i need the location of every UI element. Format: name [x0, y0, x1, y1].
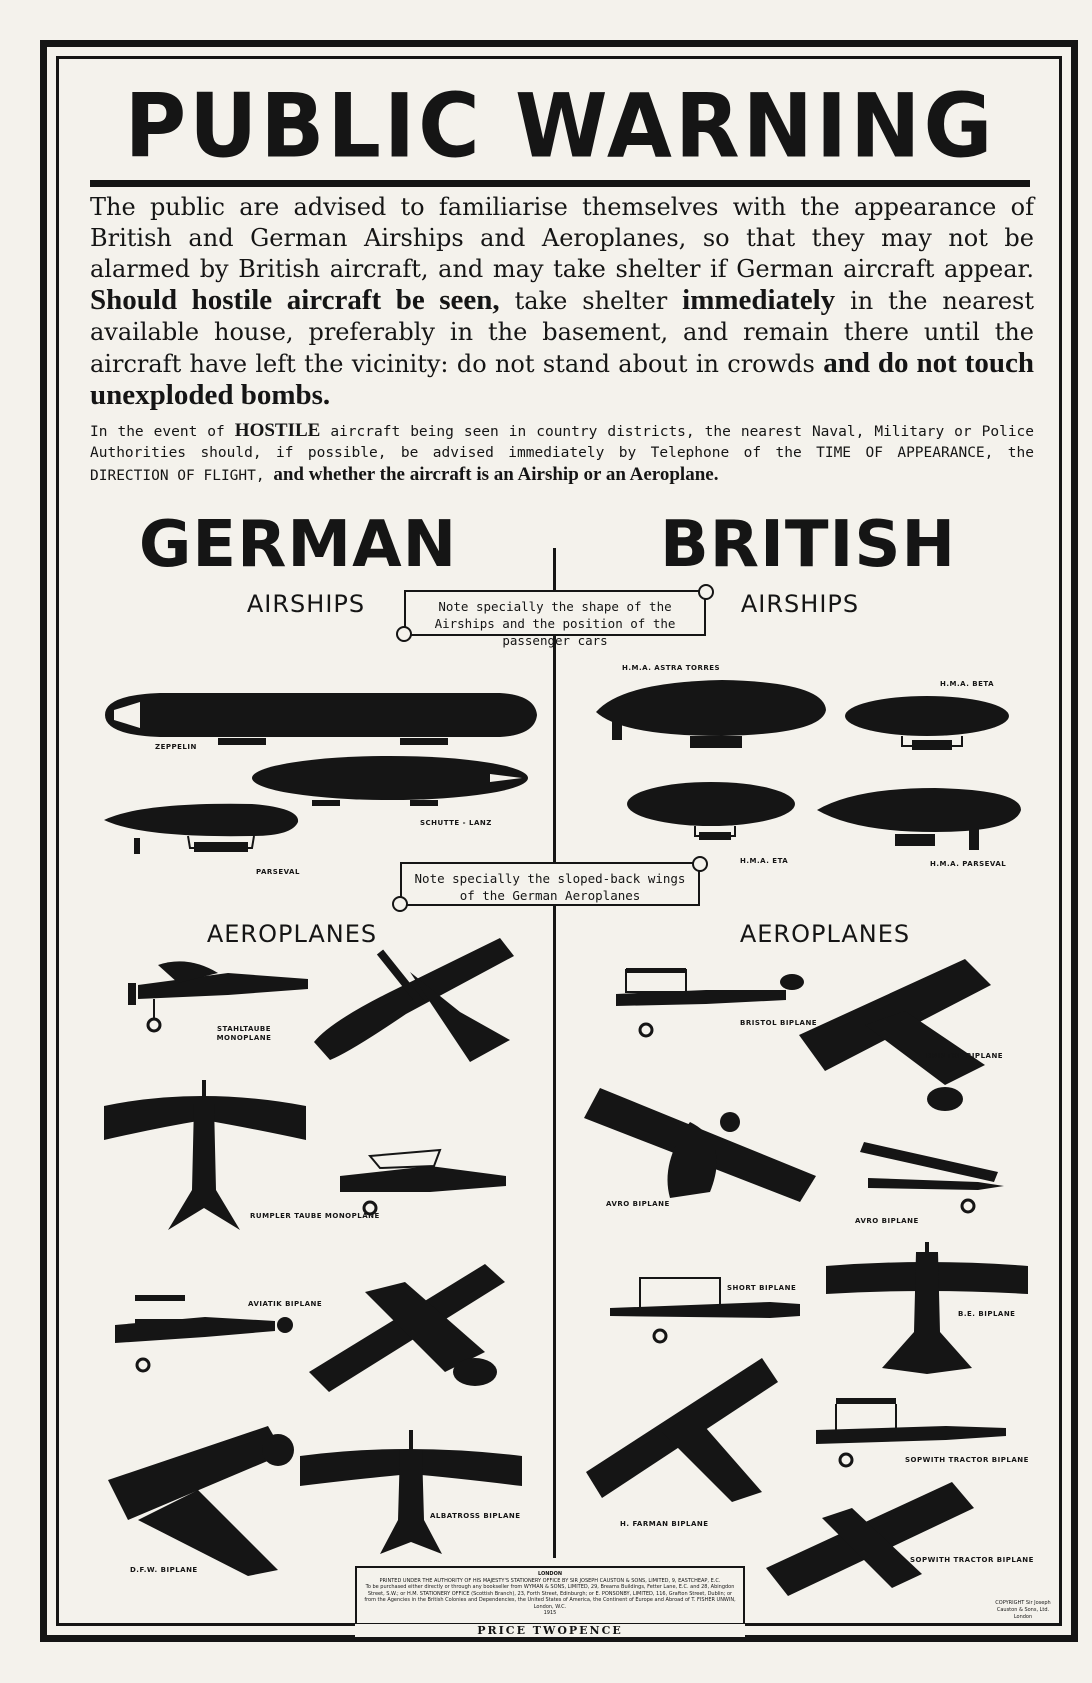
- advice-text-2: take shelter: [514, 287, 668, 315]
- astra-torres-silhouette: [592, 676, 832, 754]
- german-airship-label-2: PARSEVAL: [256, 868, 300, 876]
- british-plane-label-6: H. FARMAN BIPLANE: [620, 1520, 709, 1528]
- aviatik-plan-silhouette: [305, 1252, 525, 1400]
- german-airship-label-0: ZEPPELIN: [155, 743, 197, 751]
- german-plane-label-2: AVIATIK BIPLANE: [248, 1300, 323, 1308]
- british-plane-label-5: B.E. BIPLANE: [958, 1310, 1016, 1318]
- report-bold-2: and whether the aircraft is an Airship or an Aeroplane.: [273, 464, 719, 485]
- german-plane-label-1: RUMPLER TAUBE MONOPLANE: [250, 1212, 380, 1220]
- german-plane-label-3: ALBATROSS BIPLANE: [430, 1512, 521, 1520]
- albatross-plan-silhouette: [296, 1430, 526, 1560]
- imprint-purchase: To be purchased either directly or through any bookseller from WYMAN & SONS, LIMITED, 29, Breams Buildings, Fetter Lane, E.C. and 28, Abingdon Street, S.W.; or H.M. STATIONERY OFFICE (Scottish Branch), 23, Forth Street, Edinburgh; or E. PONSONBY, LIMITED, 116, Grafton Street, Dublin; or from the Agencies in the British Colonies and Dependencies, the United States of America, the Continent of Europe and Abroad of T. FISHER UNWIN, London, W.C.: [364, 1584, 736, 1610]
- report-text-1: In the event of: [90, 424, 225, 440]
- aeroplanes-note-scroll: Note specially the sloped-back wings of the German Aeroplanes: [400, 862, 700, 906]
- bristol-side-silhouette: [606, 960, 806, 1040]
- imprint-box: [355, 1566, 745, 1628]
- sopwith-plan-silhouette: [762, 1478, 982, 1598]
- german-airship-label-1: SCHUTTE - LANZ: [420, 819, 492, 827]
- german-heading: GERMAN: [138, 508, 458, 582]
- avro-plan-silhouette: [580, 1082, 820, 1212]
- poster-title: PUBLIC WARNING: [124, 74, 996, 178]
- zeppelin-silhouette: [100, 680, 540, 750]
- imprint-year: 1915: [543, 1610, 557, 1616]
- parseval-silhouette: [102, 800, 302, 860]
- british-plane-label-7: SOPWITH TRACTOR BIPLANE: [905, 1456, 1029, 1464]
- advice-text-1: The public are advised to familiarise themselves with the appearance of British and German Airships and Aeroplanes, so that they may not be alarmed by British aircraft, and may take shelter if German aircraft appear.: [90, 193, 1034, 283]
- rumpler-taube-side-silhouette: [330, 1146, 510, 1218]
- stahltaube-plan-silhouette: [310, 932, 520, 1082]
- british-airship-label-3: H.M.A. PARSEVAL: [930, 860, 1007, 868]
- farman-plan-silhouette: [582, 1352, 782, 1512]
- report-bold-1: HOSTILE: [234, 420, 321, 441]
- dfw-plan-silhouette: [98, 1420, 298, 1580]
- column-divider: [553, 548, 556, 1558]
- reporting-paragraph: [90, 420, 1034, 487]
- title-underline: [90, 180, 1030, 187]
- german-aeroplanes-label: AEROPLANES: [206, 920, 378, 948]
- airships-note-scroll: Note specially the shape of the Airships and the position of the passenger cars: [404, 590, 706, 636]
- british-aeroplanes-label: AEROPLANES: [739, 920, 911, 948]
- british-plane-label-1: BRISTOL BIPLANE: [926, 1052, 1004, 1060]
- british-plane-label-4: SHORT BIPLANE: [727, 1284, 797, 1292]
- british-plane-label-2: AVRO BIPLANE: [606, 1200, 670, 1208]
- avro-side-silhouette: [858, 1138, 1008, 1218]
- main-advice-paragraph: [90, 192, 1034, 412]
- imprint-place: LONDON: [537, 1571, 563, 1577]
- beta-silhouette: [842, 694, 1012, 758]
- british-parseval-silhouette: [815, 784, 1025, 856]
- british-plane-label-3: AVRO BIPLANE: [855, 1217, 919, 1225]
- advice-bold-3: and do not touch unexploded bombs.: [90, 347, 1034, 411]
- advice-bold-2: immediately: [682, 284, 836, 316]
- british-plane-label-0: BRISTOL BIPLANE: [740, 1019, 818, 1027]
- german-airships-label: AIRSHIPS: [246, 590, 366, 618]
- british-heading: BRITISH: [660, 508, 956, 582]
- british-airship-label-0: H.M.A. ASTRA TORRES: [622, 664, 721, 672]
- advice-text-3: in the nearest available house, preferably in the basement, and remain there until the aircraft have left the vicinity: do not stand about in crowds: [90, 287, 1035, 378]
- german-plane-label-0: STAHLTAUBE MONOPLANE: [216, 1025, 272, 1042]
- aviatik-side-silhouette: [105, 1285, 295, 1375]
- copyright-notice: COPYRIGHT Sir Joseph Causton & Sons, Ltd. London: [995, 1600, 1051, 1620]
- advice-bold-1: Should hostile aircraft be seen,: [90, 284, 500, 316]
- british-airship-label-2: H.M.A. ETA: [740, 857, 789, 865]
- british-airship-label-1: H.M.A. BETA: [940, 680, 995, 688]
- british-airships-label: AIRSHIPS: [740, 590, 860, 618]
- report-text-2: aircraft being seen in country districts, the nearest Naval, Military or Police Authorities should, if possible, be advised immediately by Telephone of the TIME OF APPEARANCE, the DIRECTION OF FLIGHT,: [90, 424, 1035, 484]
- eta-silhouette: [625, 780, 805, 846]
- price-label: PRICE TWOPENCE: [355, 1624, 745, 1637]
- german-plane-label-4: D.F.W. BIPLANE: [130, 1566, 198, 1574]
- imprint-printer: PRINTED UNDER THE AUTHORITY OF HIS MAJESTY'S STATIONERY OFFICE BY SIR JOSEPH CAUSTON & SONS, LIMITED, 9, EASTCHEAP, E.C.: [379, 1577, 721, 1584]
- bristol-plan-silhouette: [795, 955, 1005, 1115]
- british-plane-label-8: SOPWITH TRACTOR BIPLANE: [910, 1556, 1034, 1564]
